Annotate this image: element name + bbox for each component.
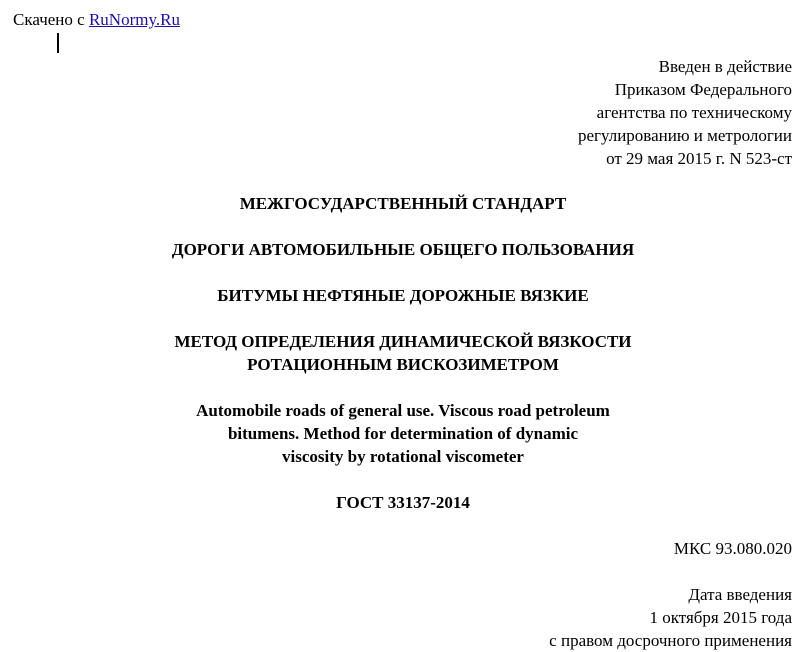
approval-line-5: от 29 мая 2015 г. N 523-ст bbox=[606, 149, 792, 168]
effective-line-3: с правом досрочного применения bbox=[549, 631, 792, 650]
approval-line-4: регулированию и метрологии bbox=[577, 126, 792, 145]
approval-line-1: Введен в действие bbox=[658, 57, 792, 76]
effective-line-2: 1 октября 2015 года bbox=[649, 608, 792, 627]
mks-code: МКС 93.080.020 bbox=[673, 539, 792, 558]
approval-line-2: Приказом Федерального bbox=[614, 80, 792, 99]
standard-number: ГОСТ 33137-2014 bbox=[336, 493, 470, 512]
title-line-3: МЕТОД ОПРЕДЕЛЕНИЯ ДИНАМИЧЕСКОЙ ВЯЗКОСТИ bbox=[174, 332, 632, 351]
source-link[interactable]: RuNormy.Ru bbox=[88, 10, 180, 29]
english-title-line-1: Automobile roads of general use. Viscous road petroleum bbox=[196, 401, 610, 420]
effective-line-1: Дата введения bbox=[688, 585, 792, 604]
approval-line-3: агентства по техническому bbox=[596, 103, 792, 122]
text-cursor bbox=[57, 33, 59, 53]
english-title-line-2: bitumens. Method for determination of dynamic bbox=[227, 424, 579, 443]
document-heading: МЕЖГОСУДАРСТВЕННЫЙ СТАНДАРТ bbox=[239, 194, 567, 213]
title-line-2: БИТУМЫ НЕФТЯНЫЕ ДОРОЖНЫЕ ВЯЗКИЕ bbox=[217, 286, 589, 305]
source-prefix: Скачено с bbox=[13, 10, 89, 29]
source-line bbox=[13, 9, 180, 31]
title-line-4: РОТАЦИОННЫМ ВИСКОЗИМЕТРОМ bbox=[247, 355, 559, 374]
title-line-1: ДОРОГИ АВТОМОБИЛЬНЫЕ ОБЩЕГО ПОЛЬЗОВАНИЯ bbox=[171, 240, 635, 259]
english-title-line-3: viscosity by rotational viscometer bbox=[282, 447, 524, 466]
